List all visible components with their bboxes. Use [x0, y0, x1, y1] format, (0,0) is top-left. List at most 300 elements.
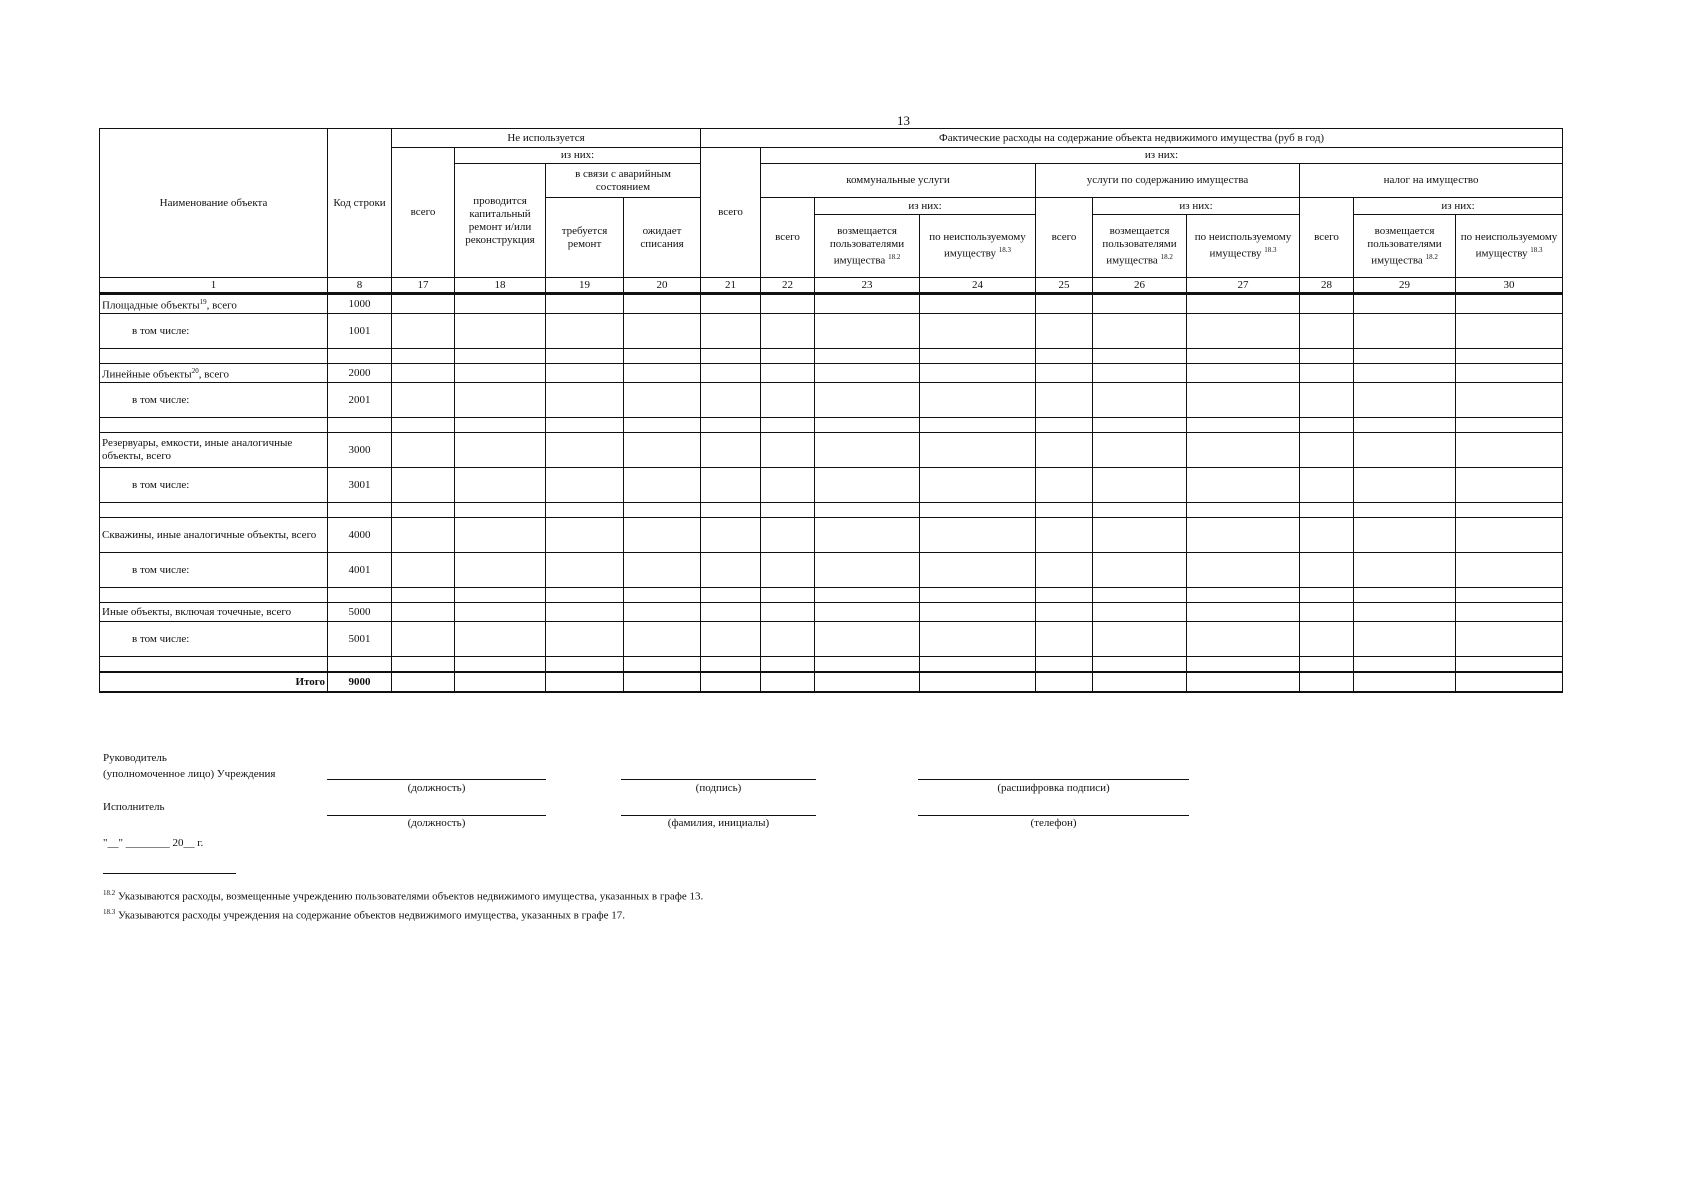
table-cell[interactable] [1093, 603, 1187, 622]
table-cell[interactable] [546, 433, 624, 468]
table-cell[interactable] [455, 622, 546, 657]
table-cell[interactable] [701, 433, 761, 468]
table-cell[interactable] [392, 672, 455, 692]
table-cell[interactable] [701, 383, 761, 418]
table-cell[interactable] [815, 503, 920, 518]
table-cell[interactable] [1300, 588, 1354, 603]
table-cell[interactable] [1187, 672, 1300, 692]
table-cell[interactable] [1036, 657, 1093, 673]
table-cell[interactable] [624, 349, 701, 364]
table-cell[interactable] [1456, 603, 1563, 622]
decryption-line[interactable] [918, 779, 1189, 780]
table-cell[interactable] [392, 468, 455, 503]
table-cell[interactable] [1354, 518, 1456, 553]
table-cell[interactable] [920, 503, 1036, 518]
table-cell[interactable] [1187, 553, 1300, 588]
table-cell[interactable] [392, 553, 455, 588]
table-cell[interactable] [624, 588, 701, 603]
table-cell[interactable] [546, 294, 624, 314]
table-cell[interactable] [920, 364, 1036, 383]
table-cell[interactable] [761, 622, 815, 657]
position-line[interactable] [327, 779, 546, 780]
table-cell[interactable] [920, 468, 1036, 503]
table-cell[interactable] [1036, 364, 1093, 383]
table-cell[interactable] [815, 518, 920, 553]
table-cell[interactable] [546, 503, 624, 518]
table-cell[interactable] [1456, 553, 1563, 588]
column-number: 1 [100, 278, 328, 294]
table-row [100, 364, 1563, 383]
table-cell[interactable] [546, 672, 624, 692]
table-cell[interactable] [815, 349, 920, 364]
table-cell[interactable] [1354, 657, 1456, 673]
footnote-divider [103, 873, 236, 874]
table-cell[interactable] [920, 418, 1036, 433]
column-number: 25 [1036, 278, 1093, 294]
table-row [100, 314, 1563, 349]
executor-label: Исполнитель [103, 801, 165, 813]
table-cell[interactable] [1300, 418, 1354, 433]
header-vsego-17: всего [392, 148, 455, 278]
table-cell[interactable] [761, 433, 815, 468]
table-cell[interactable] [1300, 603, 1354, 622]
table-cell[interactable] [1036, 622, 1093, 657]
table-cell[interactable] [392, 383, 455, 418]
row-title: Линейные объекты$^{20}$, всего [100, 364, 328, 383]
table-cell[interactable] [1300, 294, 1354, 314]
table-cell[interactable] [392, 418, 455, 433]
row-title: Иные объекты, включая точечные, всего [100, 603, 328, 622]
header-property-tax: налог на имущество [1300, 164, 1563, 198]
table-cell[interactable] [761, 503, 815, 518]
table-cell[interactable] [1456, 383, 1563, 418]
table-cell[interactable] [1187, 468, 1300, 503]
table-cell[interactable] [1187, 503, 1300, 518]
header-reimbursed-29: возмещается пользователями имущества $^{18.2}$ [1354, 215, 1456, 278]
header-of-them-tax: из них: [1354, 198, 1563, 215]
table-cell[interactable] [624, 294, 701, 314]
table-cell[interactable] [815, 418, 920, 433]
table-cell[interactable] [1300, 468, 1354, 503]
row-code: 4000 [328, 518, 392, 553]
table-cell[interactable] [1036, 468, 1093, 503]
row-subtitle: в том числе: [100, 553, 328, 588]
table-cell[interactable] [920, 672, 1036, 692]
table-cell[interactable] [701, 418, 761, 433]
table-cell[interactable] [1093, 349, 1187, 364]
table-cell[interactable] [761, 518, 815, 553]
table-cell[interactable] [1300, 553, 1354, 588]
table-cell[interactable] [701, 364, 761, 383]
table-cell[interactable] [1187, 657, 1300, 673]
table-cell[interactable] [546, 418, 624, 433]
header-vsego-21: всего [701, 148, 761, 278]
column-numbers-row [100, 278, 1563, 294]
table-cell[interactable] [1036, 433, 1093, 468]
table-cell[interactable] [546, 588, 624, 603]
blank-row [100, 418, 1563, 433]
table-cell[interactable] [1354, 418, 1456, 433]
column-number: 21 [701, 278, 761, 294]
column-number: 17 [392, 278, 455, 294]
table-cell[interactable] [455, 603, 546, 622]
table-cell[interactable] [1093, 468, 1187, 503]
table-cell[interactable] [761, 294, 815, 314]
table-cell[interactable] [815, 603, 920, 622]
table-cell[interactable] [1354, 603, 1456, 622]
table-cell[interactable] [815, 657, 920, 673]
row-code: 2001 [328, 383, 392, 418]
executor-name-line[interactable] [621, 815, 816, 816]
header-row-code: Код строки [328, 129, 392, 278]
table-cell[interactable] [455, 418, 546, 433]
table-cell[interactable] [546, 364, 624, 383]
table-cell[interactable] [624, 622, 701, 657]
table-cell[interactable] [1300, 503, 1354, 518]
table-cell[interactable] [1093, 433, 1187, 468]
table-cell[interactable] [1036, 588, 1093, 603]
blank-row [100, 588, 1563, 603]
table-cell[interactable] [1187, 294, 1300, 314]
table-cell[interactable] [1354, 622, 1456, 657]
table-cell[interactable] [455, 588, 546, 603]
column-number: 20 [624, 278, 701, 294]
table-cell[interactable] [920, 294, 1036, 314]
table-cell[interactable] [1354, 503, 1456, 518]
table-cell[interactable] [1456, 518, 1563, 553]
table-cell[interactable] [624, 672, 701, 692]
signature-line[interactable] [621, 779, 816, 780]
table-cell[interactable] [624, 364, 701, 383]
table-cell[interactable] [1300, 622, 1354, 657]
table-cell[interactable] [1456, 588, 1563, 603]
table-cell[interactable] [624, 468, 701, 503]
blank-code-cell[interactable] [328, 418, 392, 433]
table-cell[interactable] [701, 349, 761, 364]
table-cell[interactable] [624, 418, 701, 433]
table-cell[interactable] [815, 468, 920, 503]
table-cell[interactable] [920, 349, 1036, 364]
table-cell[interactable] [1187, 349, 1300, 364]
table-cell[interactable] [1187, 418, 1300, 433]
table-cell[interactable] [546, 622, 624, 657]
blank-code-cell[interactable] [328, 349, 392, 364]
table-row [100, 433, 1563, 468]
table-cell[interactable] [1300, 672, 1354, 692]
table-cell[interactable] [815, 383, 920, 418]
header-vsego-25: всего [1036, 198, 1093, 278]
table-cell[interactable] [1354, 314, 1456, 349]
blank-name-cell[interactable] [100, 588, 328, 603]
table-cell[interactable] [1093, 314, 1187, 349]
table-cell[interactable] [392, 657, 455, 673]
table-cell[interactable] [455, 553, 546, 588]
table-cell[interactable] [392, 364, 455, 383]
table-cell[interactable] [455, 364, 546, 383]
table-cell[interactable] [1093, 294, 1187, 314]
table-cell[interactable] [624, 503, 701, 518]
table-cell[interactable] [1300, 383, 1354, 418]
table-cell[interactable] [624, 553, 701, 588]
table-cell[interactable] [1036, 314, 1093, 349]
table-cell[interactable] [546, 314, 624, 349]
header-of-them-a: из них: [455, 148, 701, 164]
table-cell[interactable] [1093, 418, 1187, 433]
table-cell[interactable] [1093, 588, 1187, 603]
table-cell[interactable] [624, 603, 701, 622]
footnote-18-2: $^{18.2}$ Указываются расходы, возмещенные учреждению пользователями объектов недвижимого имущества, указанных в графе 13. [103, 889, 704, 903]
table-cell[interactable] [1036, 672, 1093, 692]
table-cell[interactable] [920, 553, 1036, 588]
table-cell[interactable] [455, 657, 546, 673]
table-cell[interactable] [624, 433, 701, 468]
table-cell[interactable] [1354, 588, 1456, 603]
table-cell[interactable] [815, 588, 920, 603]
table-cell[interactable] [701, 314, 761, 349]
table-cell[interactable] [701, 622, 761, 657]
table-cell[interactable] [920, 588, 1036, 603]
table-cell[interactable] [761, 588, 815, 603]
table-cell[interactable] [1354, 364, 1456, 383]
header-needs-repair: требуется ремонт [546, 198, 624, 278]
table-cell[interactable] [1354, 349, 1456, 364]
executor-phone-caption: (телефон) [1030, 817, 1077, 829]
date-field[interactable]: "__" ________ 20__ г. [103, 837, 204, 849]
row-subtitle: в том числе: [100, 314, 328, 349]
table-cell[interactable] [1093, 553, 1187, 588]
table-cell[interactable] [1036, 294, 1093, 314]
table-cell[interactable] [455, 503, 546, 518]
table-cell[interactable] [701, 518, 761, 553]
table-cell[interactable] [1093, 383, 1187, 418]
table-cell[interactable] [1456, 314, 1563, 349]
table-cell[interactable] [455, 314, 546, 349]
table-cell[interactable] [761, 418, 815, 433]
blank-code-cell[interactable] [328, 588, 392, 603]
table-cell[interactable] [761, 314, 815, 349]
table-cell[interactable] [624, 314, 701, 349]
table-cell[interactable] [1187, 622, 1300, 657]
blank-row [100, 657, 1563, 673]
table-cell[interactable] [761, 383, 815, 418]
table-cell[interactable] [920, 622, 1036, 657]
table-cell[interactable] [392, 294, 455, 314]
table-cell[interactable] [455, 294, 546, 314]
table-cell[interactable] [815, 294, 920, 314]
table-cell[interactable] [1036, 383, 1093, 418]
table-cell[interactable] [701, 603, 761, 622]
table-cell[interactable] [1093, 657, 1187, 673]
table-cell[interactable] [1187, 364, 1300, 383]
table-cell[interactable] [1036, 349, 1093, 364]
table-cell[interactable] [392, 349, 455, 364]
table-cell[interactable] [1456, 418, 1563, 433]
table-cell[interactable] [1187, 603, 1300, 622]
table-cell[interactable] [1354, 294, 1456, 314]
column-number: 24 [920, 278, 1036, 294]
table-cell[interactable] [392, 588, 455, 603]
table-cell[interactable] [1036, 518, 1093, 553]
table-cell[interactable] [1354, 383, 1456, 418]
header-awaits-writeoff: ожидает списания [624, 198, 701, 278]
header-of-them-maintenance: из них: [1093, 198, 1300, 215]
table-row [100, 603, 1563, 622]
table-cell[interactable] [546, 349, 624, 364]
column-number: 8 [328, 278, 392, 294]
table-cell[interactable] [546, 657, 624, 673]
table-cell[interactable] [761, 657, 815, 673]
table-row [100, 518, 1563, 553]
table-row [100, 383, 1563, 418]
table-cell[interactable] [701, 503, 761, 518]
column-number: 19 [546, 278, 624, 294]
row-code: 3000 [328, 433, 392, 468]
column-number: 26 [1093, 278, 1187, 294]
table-cell[interactable] [815, 314, 920, 349]
table-cell[interactable] [1456, 672, 1563, 692]
table-cell[interactable] [1300, 314, 1354, 349]
blank-name-cell[interactable] [100, 657, 328, 673]
table-cell[interactable] [761, 468, 815, 503]
table-cell[interactable] [546, 383, 624, 418]
table-cell[interactable] [1093, 622, 1187, 657]
table-cell[interactable] [1354, 553, 1456, 588]
executor-position-line[interactable] [327, 815, 546, 816]
blank-code-cell[interactable] [328, 657, 392, 673]
table-cell[interactable] [761, 364, 815, 383]
table-cell[interactable] [546, 603, 624, 622]
table-cell[interactable] [455, 383, 546, 418]
executor-phone-line[interactable] [918, 815, 1189, 816]
table-cell[interactable] [1300, 364, 1354, 383]
table-cell[interactable] [455, 433, 546, 468]
table-cell[interactable] [1354, 433, 1456, 468]
table-cell[interactable] [1354, 468, 1456, 503]
table-cell[interactable] [1036, 603, 1093, 622]
table-cell[interactable] [920, 657, 1036, 673]
table-cell[interactable] [1187, 314, 1300, 349]
header-vsego-22: всего [761, 198, 815, 278]
table-cell[interactable] [701, 553, 761, 588]
table-cell[interactable] [546, 518, 624, 553]
table-cell[interactable] [1036, 503, 1093, 518]
blank-name-cell[interactable] [100, 418, 328, 433]
table-cell[interactable] [1300, 657, 1354, 673]
table-cell[interactable] [701, 657, 761, 673]
head-label-1: Руководитель [103, 752, 167, 764]
table-cell[interactable] [1456, 503, 1563, 518]
table-cell[interactable] [1187, 588, 1300, 603]
table-cell[interactable] [1036, 553, 1093, 588]
blank-name-cell[interactable] [100, 503, 328, 518]
table-cell[interactable] [761, 603, 815, 622]
table-cell[interactable] [392, 503, 455, 518]
header-of-them-b: из них: [761, 148, 1563, 164]
table-cell[interactable] [1300, 433, 1354, 468]
table-cell[interactable] [546, 553, 624, 588]
header-unused-27: по неиспользуемому имуществу $^{18.3}$ [1187, 215, 1300, 278]
table-cell[interactable] [1456, 349, 1563, 364]
table-cell[interactable] [1456, 622, 1563, 657]
table-cell[interactable] [815, 433, 920, 468]
table-cell[interactable] [1187, 383, 1300, 418]
table-cell[interactable] [1456, 364, 1563, 383]
table-cell[interactable] [1093, 503, 1187, 518]
table-cell[interactable] [1187, 433, 1300, 468]
table-cell[interactable] [815, 622, 920, 657]
table-cell[interactable] [1093, 364, 1187, 383]
table-cell[interactable] [701, 588, 761, 603]
row-title: Скважины, иные аналогичные объекты, всего [100, 518, 328, 553]
table-cell[interactable] [815, 553, 920, 588]
table-cell[interactable] [761, 349, 815, 364]
blank-name-cell[interactable] [100, 349, 328, 364]
blank-code-cell[interactable] [328, 503, 392, 518]
header-maintenance: услуги по содержанию имущества [1036, 164, 1300, 198]
table-cell[interactable] [761, 672, 815, 692]
table-cell[interactable] [1300, 518, 1354, 553]
table-cell[interactable] [1300, 349, 1354, 364]
table-cell[interactable] [815, 672, 920, 692]
table-cell[interactable] [1093, 672, 1187, 692]
row-code: 4001 [328, 553, 392, 588]
header-of-them-utilities: из них: [815, 198, 1036, 215]
table-cell[interactable] [392, 314, 455, 349]
table-cell[interactable] [761, 553, 815, 588]
table-cell[interactable] [1456, 468, 1563, 503]
table-cell[interactable] [1036, 418, 1093, 433]
table-cell[interactable] [815, 364, 920, 383]
table-cell[interactable] [624, 383, 701, 418]
table-cell[interactable] [1456, 433, 1563, 468]
column-number: 27 [1187, 278, 1300, 294]
table-cell[interactable] [1187, 518, 1300, 553]
table-cell[interactable] [455, 672, 546, 692]
table-cell[interactable] [392, 433, 455, 468]
header-not-used: Не используется [392, 129, 701, 148]
table-cell[interactable] [455, 349, 546, 364]
table-cell[interactable] [920, 383, 1036, 418]
row-title: Резервуары, емкости, иные аналогичные объекты, всего [100, 433, 328, 468]
column-number: 28 [1300, 278, 1354, 294]
header-reimbursed-26: возмещается пользователями имущества $^{18.2}$ [1093, 215, 1187, 278]
table-cell[interactable] [920, 433, 1036, 468]
table-cell[interactable] [624, 518, 701, 553]
table-cell[interactable] [455, 518, 546, 553]
row-code: 1000 [328, 294, 392, 314]
table-cell[interactable] [455, 468, 546, 503]
row-subtitle: в том числе: [100, 383, 328, 418]
table-cell[interactable] [392, 518, 455, 553]
table-cell[interactable] [1456, 657, 1563, 673]
table-cell[interactable] [624, 657, 701, 673]
table-cell[interactable] [701, 294, 761, 314]
row-subtitle: в том числе: [100, 622, 328, 657]
table-cell[interactable] [920, 603, 1036, 622]
table-cell[interactable] [1093, 518, 1187, 553]
table-cell[interactable] [1456, 294, 1563, 314]
table-cell[interactable] [701, 468, 761, 503]
table-cell[interactable] [920, 314, 1036, 349]
table-cell[interactable] [1354, 672, 1456, 692]
table-cell[interactable] [392, 622, 455, 657]
table-cell[interactable] [392, 603, 455, 622]
table-cell[interactable] [701, 672, 761, 692]
decryption-caption: (расшифровка подписи) [997, 782, 1110, 794]
table-cell[interactable] [546, 468, 624, 503]
header-vsego-28: всего [1300, 198, 1354, 278]
table-cell[interactable] [920, 518, 1036, 553]
